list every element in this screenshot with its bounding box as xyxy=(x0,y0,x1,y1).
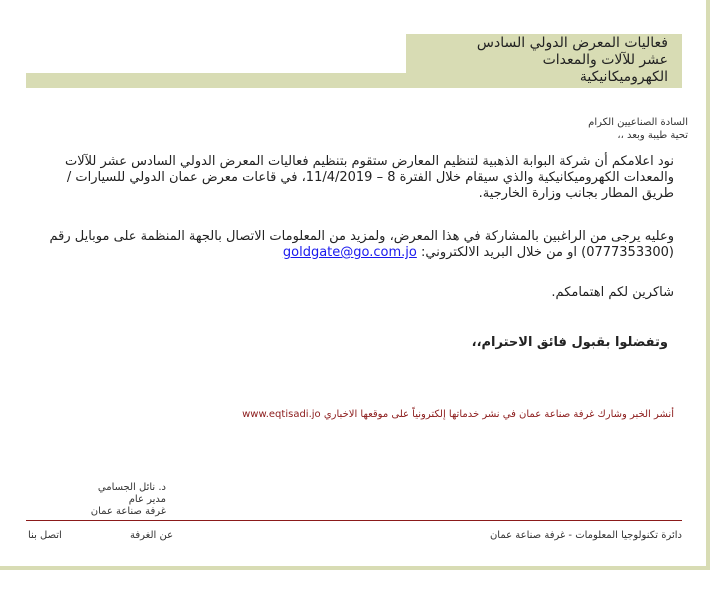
footer-department: دائرة تكنولوجيا المعلومات - غرفة صناعة عمان xyxy=(489,530,682,541)
signature-title: مدير عام xyxy=(128,494,166,505)
footer-about-link[interactable]: عن الغرفة xyxy=(130,530,174,541)
signature-name: د. نائل الجسامي xyxy=(97,482,166,493)
title-line-1: فعاليات المعرض الدولي السادس xyxy=(476,35,668,51)
footer-contact-link[interactable]: اتصل بنا xyxy=(28,530,62,541)
page-title xyxy=(408,35,668,86)
signature-org: غرفة صناعة عمان xyxy=(90,506,166,517)
promo-site-link[interactable]: www.eqtisadi.jo xyxy=(242,409,321,420)
title-banner xyxy=(26,34,682,88)
footer-divider xyxy=(26,520,682,521)
title-line-2: عشر للآلات والمعدات xyxy=(542,52,668,68)
greeting: تحية طيبة وبعد ،، xyxy=(617,130,688,141)
paragraph-announcement: نود اعلامكم أن شركة البوابة الذهبية لتنظيم المعارض ستقوم بتنظيم فعاليات المعرض الدولي السادس عشر للآلات والمعدات الكهروميكانيكية والذي سيقام خلال الفترة 8 – 11/4/2019، في قاعات معرض عمان الدولي للسيارات / طريق المطار بجانب وزارة الخارجية. xyxy=(64,154,674,201)
promo-text: أنشر الخبر وشارك غرفة صناعة عمان في نشر خدماتها إلكترونياً على موقعها الاخباري xyxy=(323,409,674,420)
email-link[interactable]: goldgate@go.com.jo xyxy=(282,245,417,260)
paragraph-contact xyxy=(34,229,674,261)
letter-greeting-block xyxy=(288,116,688,142)
contact-text: وعليه يرجى من الراغبين بالمشاركة في هذا المعرض، ولمزيد من المعلومات الاتصال بالجهة المنظمة على موبايل رقم (0777353300) او من خلال البريد الالكتروني: xyxy=(49,229,674,260)
title-line-3: الكهروميكانيكية xyxy=(579,69,668,85)
signature-block xyxy=(26,482,166,518)
closing-text: وتفضلوا بقبول فائق الاحترام،، xyxy=(471,335,668,350)
salutation: السادة الصناعيين الكرام xyxy=(588,117,688,128)
thanks-text: شاكرين لكم اهتمامكم. xyxy=(551,285,674,300)
promo-line xyxy=(114,409,674,420)
